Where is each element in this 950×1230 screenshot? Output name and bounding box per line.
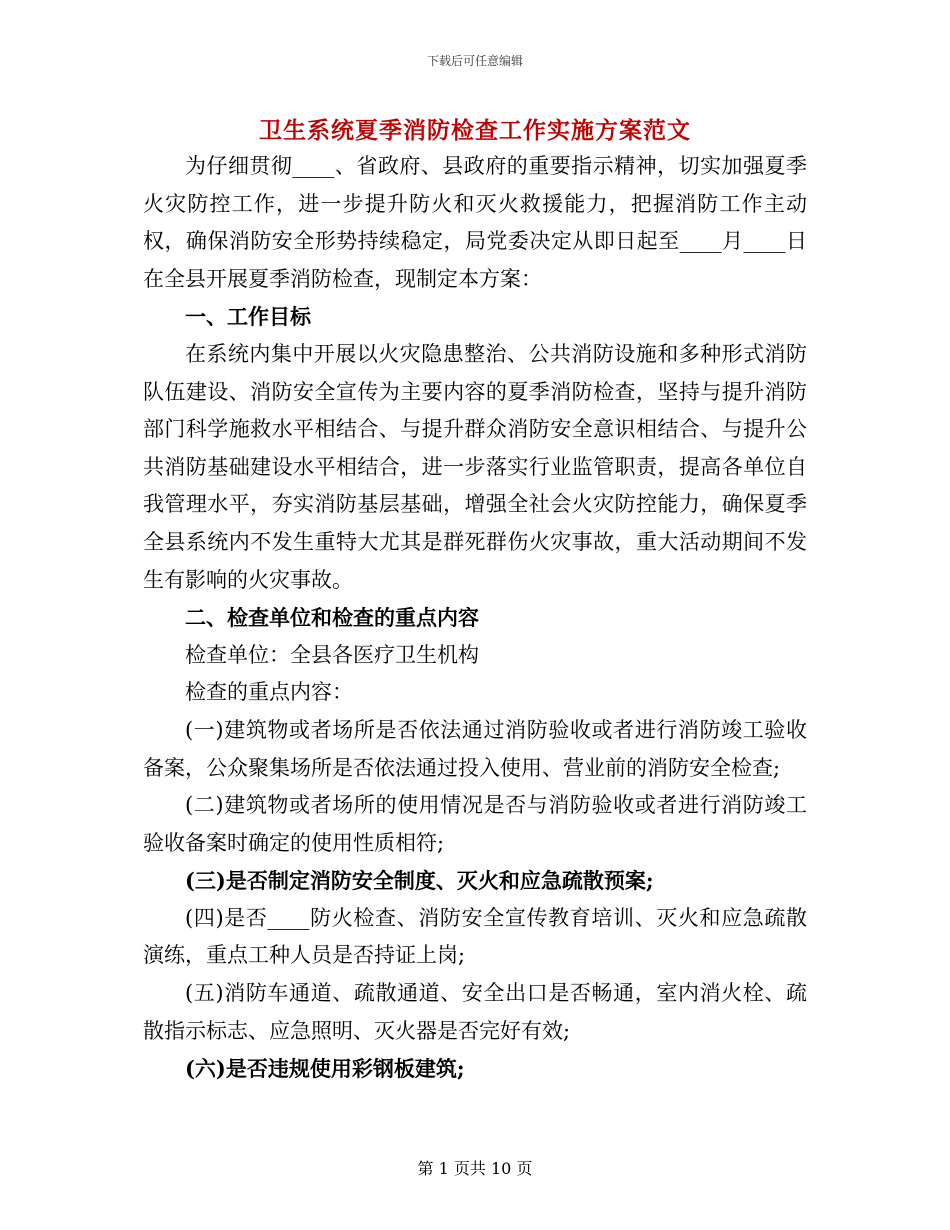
document-title: 卫生系统夏季消防检查工作实施方案范文 — [259, 117, 691, 144]
inspection-units: 检查单位：全县各医疗卫生机构 — [185, 642, 479, 667]
list-item-4: (四)是否____防火检查、消防安全宣传教育培训、灭火和应急疏散演练，重点工种人员是否持证上岗; — [143, 905, 807, 968]
list-item-5: (五)消防车通道、疏散通道、安全出口是否畅通，室内消火栓、疏散指示标志、应急照明、灭火器是否完好有效; — [143, 981, 807, 1043]
goals-paragraph: 在系统内集中开展以火灾隐患整治、公共消防设施和多种形式消防队伍建设、消防安全宣传为主要内容的夏季消防检查，坚持与提升消防部门科学施救水平相结合、与提升群众消防安全意识相结合、与提升公共消防基础建设水平相结合，进一步落实行业监管职责，提高各单位自我管理水平，夯实消防基层基础，增强全社会火灾防控能力，确保夏季全县系统内不发生重特大尤其是群死群伤火灾事故，重大活动期间不发生有影响的火灾事故。 — [143, 341, 807, 592]
list-item-2: (二)建筑物或者场所的使用情况是否与消防验收或者进行消防竣工验收备案时确定的使用性质相符; — [143, 793, 807, 855]
page-footer: 第 1 页共 10 页 — [417, 1159, 533, 1178]
intro-paragraph: 为仔细贯彻____、省政府、县政府的重要指示精神，切实加强夏季火灾防控工作，进一步提升防火和灭火救援能力，把握消防工作主动权，确保消防安全形势持续稳定，局党委决定从即日起至____月____日在全县开展夏季消防检查，现制定本方案： — [143, 154, 807, 291]
inspection-key-points-label: 检查的重点内容： — [185, 680, 353, 705]
section-heading-inspection: 二、检查单位和检查的重点内容 — [185, 605, 479, 631]
section-heading-goals: 一、工作目标 — [185, 304, 311, 330]
header-note: 下载后可任意编辑 — [426, 54, 523, 68]
document-body — [143, 148, 807, 1088]
list-item-3: (三)是否制定消防安全制度、灭火和应急疏散预案; — [185, 868, 654, 894]
list-item-6: (六)是否违规使用彩钢板建筑; — [185, 1056, 465, 1082]
list-item-1: (一)建筑物或者场所是否依法通过消防验收或者进行消防竣工验收备案，公众聚集场所是否依法通过投入使用、营业前的消防安全检查; — [143, 717, 807, 780]
